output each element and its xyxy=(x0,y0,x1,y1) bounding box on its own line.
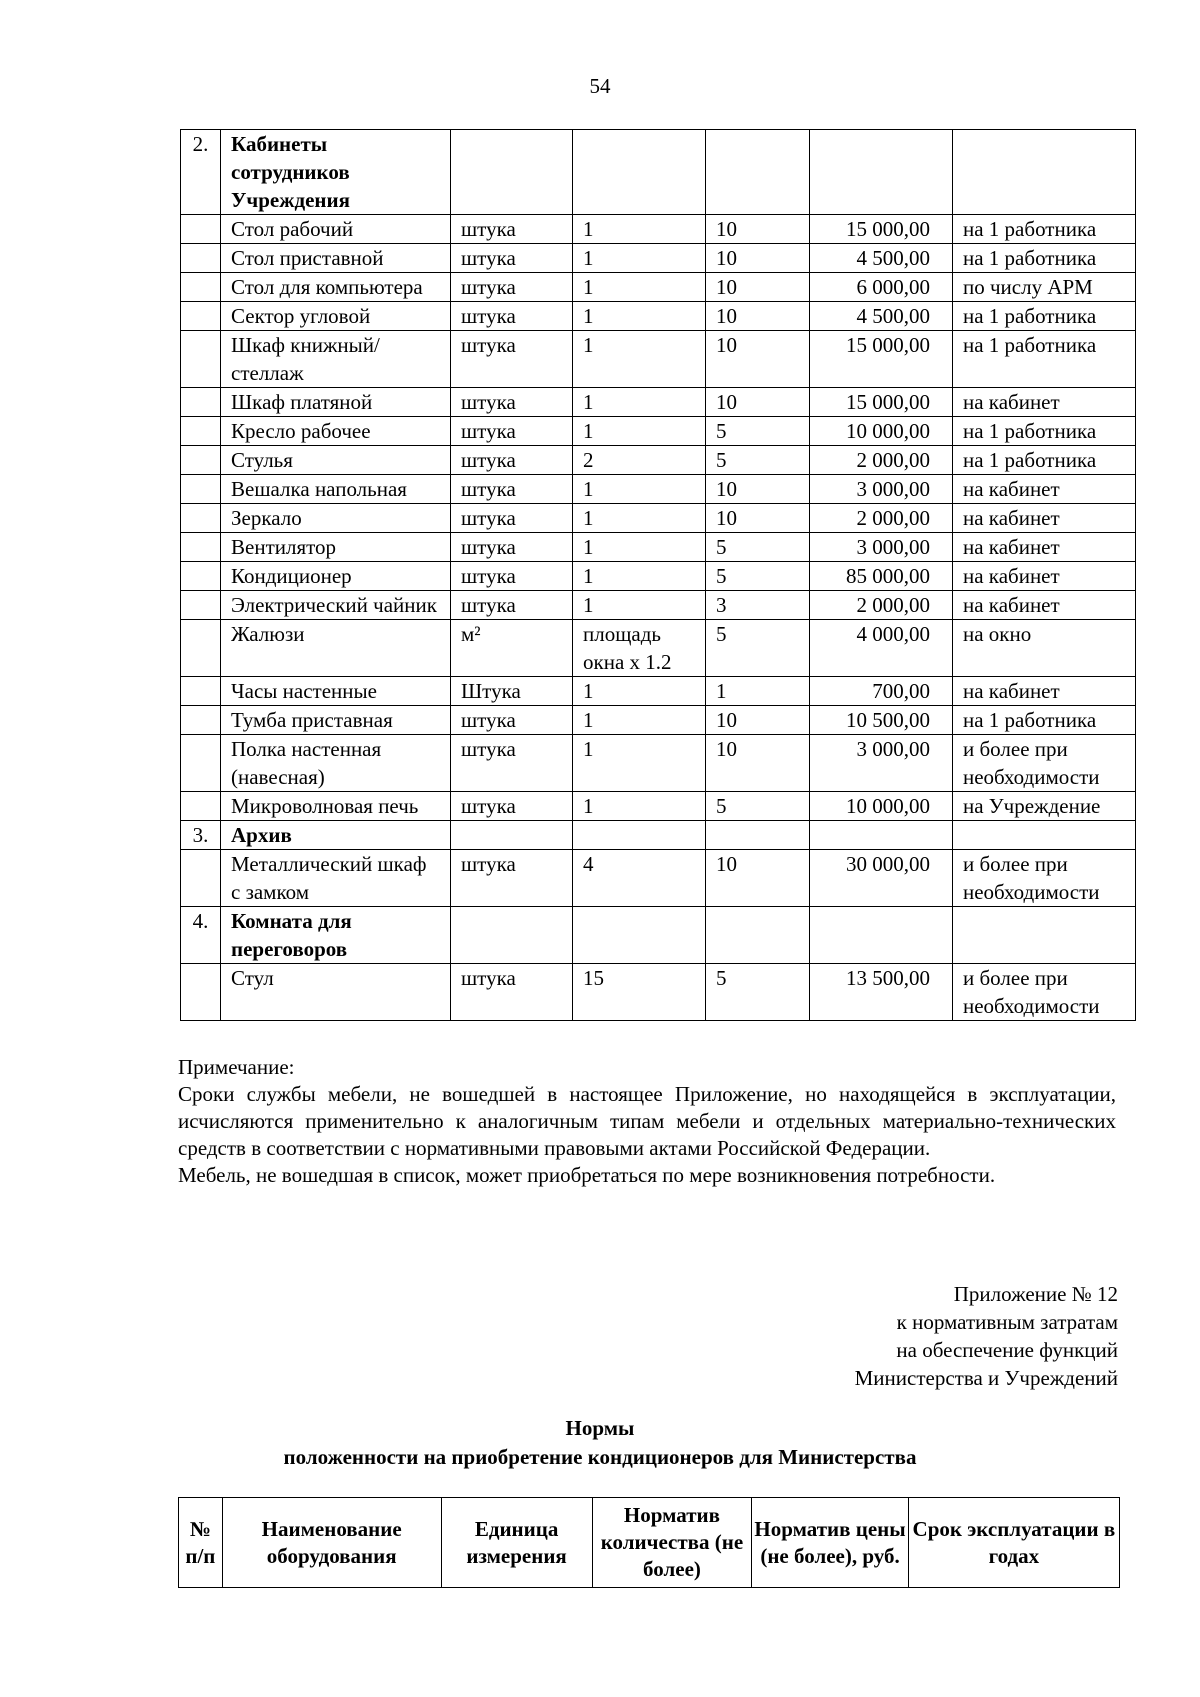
unit-cell: штука xyxy=(451,446,573,475)
service-life-cell: 10 xyxy=(706,504,810,533)
table-row xyxy=(181,735,1136,792)
empty-cell xyxy=(810,130,953,215)
price-cell: 3 000,00 xyxy=(810,475,953,504)
unit-cell: штука xyxy=(451,417,573,446)
appendix-line: Министерства и Учреждений xyxy=(854,1366,1118,1390)
item-name-cell: Часы настенные xyxy=(221,677,451,706)
note-block xyxy=(178,1054,1116,1189)
row-number-cell xyxy=(181,475,221,504)
table-row xyxy=(181,792,1136,821)
appendix-line: к нормативным затратам xyxy=(896,1310,1118,1334)
table-row xyxy=(181,388,1136,417)
empty-cell xyxy=(451,907,573,964)
price-cell: 4 500,00 xyxy=(810,302,953,331)
service-life-cell: 10 xyxy=(706,706,810,735)
header-cell: Наименование оборудования xyxy=(222,1498,441,1588)
price-cell: 6 000,00 xyxy=(810,273,953,302)
empty-cell xyxy=(451,821,573,850)
service-life-cell: 10 xyxy=(706,475,810,504)
quantity-cell: 1 xyxy=(573,735,706,792)
row-number-cell xyxy=(181,388,221,417)
row-number-cell xyxy=(181,964,221,1021)
unit-cell: штука xyxy=(451,215,573,244)
section-row xyxy=(181,821,1136,850)
quantity-cell: 1 xyxy=(573,215,706,244)
row-number-cell xyxy=(181,850,221,907)
appendix-line: на обеспечение функций xyxy=(896,1338,1118,1362)
price-cell: 4 000,00 xyxy=(810,620,953,677)
price-cell: 10 000,00 xyxy=(810,417,953,446)
item-name-cell: Шкаф книжный/стеллаж xyxy=(221,331,451,388)
quantity-cell: площадь окна х 1.2 xyxy=(573,620,706,677)
unit-cell: м² xyxy=(451,620,573,677)
empty-cell xyxy=(953,907,1136,964)
item-name-cell: Стол рабочий xyxy=(221,215,451,244)
service-life-cell: 10 xyxy=(706,302,810,331)
table-row xyxy=(181,302,1136,331)
unit-cell: штука xyxy=(451,273,573,302)
row-number-cell xyxy=(181,302,221,331)
note-cell: по числу АРМ xyxy=(953,273,1136,302)
empty-cell xyxy=(706,130,810,215)
service-life-cell: 10 xyxy=(706,331,810,388)
service-life-cell: 10 xyxy=(706,244,810,273)
row-number-cell xyxy=(181,533,221,562)
quantity-cell: 1 xyxy=(573,706,706,735)
section-row xyxy=(181,130,1136,215)
row-number-cell xyxy=(181,417,221,446)
note-cell: на 1 работника xyxy=(953,417,1136,446)
air-conditioner-norms-table xyxy=(178,1497,1120,1588)
quantity-cell: 1 xyxy=(573,417,706,446)
row-number-cell xyxy=(181,446,221,475)
unit-cell: штука xyxy=(451,504,573,533)
note-cell: на 1 работника xyxy=(953,446,1136,475)
note-paragraph-1: Сроки службы мебели, не вошедшей в настоящее Приложение, но находящейся в эксплуатации, исчисляются применительно к аналогичным типам мебели и отдельных материально-технических средств в соответствии с нормативными правовыми актами Российской Федерации. xyxy=(178,1082,1116,1160)
service-life-cell: 5 xyxy=(706,446,810,475)
row-number-cell xyxy=(181,504,221,533)
price-cell: 15 000,00 xyxy=(810,215,953,244)
table-row xyxy=(181,446,1136,475)
note-cell: на кабинет xyxy=(953,504,1136,533)
note-cell: на 1 работника xyxy=(953,331,1136,388)
item-name-cell: Жалюзи xyxy=(221,620,451,677)
note-cell: и более при необходимости xyxy=(953,850,1136,907)
service-life-cell: 5 xyxy=(706,533,810,562)
row-number-cell xyxy=(181,706,221,735)
empty-cell xyxy=(953,821,1136,850)
row-number-cell xyxy=(181,677,221,706)
note-cell: на 1 работника xyxy=(953,215,1136,244)
item-name-cell: Сектор угловой xyxy=(221,302,451,331)
item-name-cell: Стул xyxy=(221,964,451,1021)
quantity-cell: 1 xyxy=(573,244,706,273)
unit-cell: штука xyxy=(451,706,573,735)
item-name-cell: Кондиционер xyxy=(221,562,451,591)
service-life-cell: 10 xyxy=(706,735,810,792)
unit-cell: штука xyxy=(451,388,573,417)
row-number-cell: 2. xyxy=(181,130,221,215)
quantity-cell: 1 xyxy=(573,591,706,620)
service-life-cell: 10 xyxy=(706,273,810,302)
quantity-cell: 1 xyxy=(573,273,706,302)
row-number-cell xyxy=(181,792,221,821)
service-life-cell: 10 xyxy=(706,215,810,244)
note-cell: на 1 работника xyxy=(953,302,1136,331)
unit-cell: штука xyxy=(451,302,573,331)
row-number-cell xyxy=(181,562,221,591)
item-name-cell: Полка настенная (навесная) xyxy=(221,735,451,792)
service-life-cell: 5 xyxy=(706,792,810,821)
empty-cell xyxy=(573,130,706,215)
section-title-cell: Кабинеты сотрудников Учреждения xyxy=(221,130,451,215)
unit-cell: штука xyxy=(451,475,573,504)
service-life-cell: 5 xyxy=(706,562,810,591)
service-life-cell: 1 xyxy=(706,677,810,706)
price-cell: 15 000,00 xyxy=(810,388,953,417)
note-title: Примечание: xyxy=(178,1055,295,1079)
empty-cell xyxy=(953,130,1136,215)
empty-cell xyxy=(451,130,573,215)
section-title-cell: Архив xyxy=(221,821,451,850)
table-row xyxy=(181,273,1136,302)
table-row xyxy=(181,215,1136,244)
price-cell: 3 000,00 xyxy=(810,533,953,562)
quantity-cell: 1 xyxy=(573,533,706,562)
quantity-cell: 1 xyxy=(573,504,706,533)
document-heading xyxy=(0,1414,1200,1472)
section-title-cell: Комната для переговоров xyxy=(221,907,451,964)
unit-cell: штука xyxy=(451,792,573,821)
empty-cell xyxy=(573,821,706,850)
item-name-cell: Тумба приставная xyxy=(221,706,451,735)
service-life-cell: 10 xyxy=(706,388,810,417)
unit-cell: Штука xyxy=(451,677,573,706)
row-number-cell xyxy=(181,215,221,244)
price-cell: 2 000,00 xyxy=(810,591,953,620)
row-number-cell xyxy=(181,735,221,792)
empty-cell xyxy=(573,907,706,964)
unit-cell: штука xyxy=(451,244,573,273)
unit-cell: штука xyxy=(451,533,573,562)
table-header-row xyxy=(179,1498,1120,1588)
table-row xyxy=(181,475,1136,504)
service-life-cell: 5 xyxy=(706,417,810,446)
quantity-cell: 2 xyxy=(573,446,706,475)
table-row xyxy=(181,620,1136,677)
note-cell: на кабинет xyxy=(953,475,1136,504)
table-row xyxy=(181,504,1136,533)
item-name-cell: Электрический чайник xyxy=(221,591,451,620)
furniture-norms-table xyxy=(180,129,1136,1021)
heading-subtitle: положенности на приобретение кондиционеров для Министерства xyxy=(283,1445,917,1469)
unit-cell: штука xyxy=(451,591,573,620)
header-cell: Срок эксплуатации в годах xyxy=(908,1498,1119,1588)
empty-cell xyxy=(706,821,810,850)
table-row xyxy=(181,677,1136,706)
note-cell: на Учреждение xyxy=(953,792,1136,821)
item-name-cell: Вентилятор xyxy=(221,533,451,562)
quantity-cell: 1 xyxy=(573,302,706,331)
price-cell: 30 000,00 xyxy=(810,850,953,907)
price-cell: 700,00 xyxy=(810,677,953,706)
price-cell: 13 500,00 xyxy=(810,964,953,1021)
appendix-line: Приложение № 12 xyxy=(953,1282,1118,1306)
service-life-cell: 5 xyxy=(706,620,810,677)
note-cell: на кабинет xyxy=(953,533,1136,562)
row-number-cell xyxy=(181,273,221,302)
note-paragraph-2: Мебель, не вошедшая в список, может приобретаться по мере возникновения потребности. xyxy=(178,1163,996,1187)
price-cell: 2 000,00 xyxy=(810,504,953,533)
heading-title: Нормы xyxy=(565,1416,635,1440)
table-row xyxy=(181,244,1136,273)
quantity-cell: 1 xyxy=(573,388,706,417)
table-row xyxy=(181,706,1136,735)
note-cell: на кабинет xyxy=(953,591,1136,620)
row-number-cell xyxy=(181,244,221,273)
item-name-cell: Металлический шкаф с замком xyxy=(221,850,451,907)
service-life-cell: 10 xyxy=(706,850,810,907)
item-name-cell: Стол для компьютера xyxy=(221,273,451,302)
note-cell: на 1 работника xyxy=(953,706,1136,735)
quantity-cell: 4 xyxy=(573,850,706,907)
price-cell: 2 000,00 xyxy=(810,446,953,475)
unit-cell: штука xyxy=(451,331,573,388)
header-cell: Единица измерения xyxy=(441,1498,592,1588)
note-cell: на 1 работника xyxy=(953,244,1136,273)
row-number-cell: 4. xyxy=(181,907,221,964)
row-number-cell: 3. xyxy=(181,821,221,850)
row-number-cell xyxy=(181,620,221,677)
unit-cell: штука xyxy=(451,735,573,792)
item-name-cell: Зеркало xyxy=(221,504,451,533)
service-life-cell: 3 xyxy=(706,591,810,620)
empty-cell xyxy=(810,821,953,850)
price-cell: 10 000,00 xyxy=(810,792,953,821)
header-cell: Норматив количества (не более) xyxy=(592,1498,752,1588)
item-name-cell: Стулья xyxy=(221,446,451,475)
service-life-cell: 5 xyxy=(706,964,810,1021)
quantity-cell: 1 xyxy=(573,331,706,388)
row-number-cell xyxy=(181,331,221,388)
price-cell: 10 500,00 xyxy=(810,706,953,735)
note-cell: и более при необходимости xyxy=(953,735,1136,792)
table-row xyxy=(181,964,1136,1021)
item-name-cell: Стол приставной xyxy=(221,244,451,273)
section-row xyxy=(181,907,1136,964)
table-row xyxy=(181,331,1136,388)
note-cell: на кабинет xyxy=(953,388,1136,417)
quantity-cell: 1 xyxy=(573,562,706,591)
item-name-cell: Кресло рабочее xyxy=(221,417,451,446)
item-name-cell: Шкаф платяной xyxy=(221,388,451,417)
table-row xyxy=(181,591,1136,620)
price-cell: 4 500,00 xyxy=(810,244,953,273)
row-number-cell xyxy=(181,591,221,620)
note-cell: на окно xyxy=(953,620,1136,677)
item-name-cell: Вешалка напольная xyxy=(221,475,451,504)
note-cell: на кабинет xyxy=(953,677,1136,706)
quantity-cell: 1 xyxy=(573,677,706,706)
header-cell: № п/п xyxy=(179,1498,223,1588)
quantity-cell: 15 xyxy=(573,964,706,1021)
note-cell: и более при необходимости xyxy=(953,964,1136,1021)
price-cell: 3 000,00 xyxy=(810,735,953,792)
appendix-header xyxy=(855,1280,1118,1392)
table-row xyxy=(181,533,1136,562)
table-row xyxy=(181,562,1136,591)
header-cell: Норматив цены (не более), руб. xyxy=(752,1498,908,1588)
empty-cell xyxy=(810,907,953,964)
unit-cell: штука xyxy=(451,562,573,591)
unit-cell: штука xyxy=(451,850,573,907)
page-number: 54 xyxy=(589,74,611,98)
price-cell: 85 000,00 xyxy=(810,562,953,591)
quantity-cell: 1 xyxy=(573,475,706,504)
price-cell: 15 000,00 xyxy=(810,331,953,388)
table-row xyxy=(181,850,1136,907)
note-cell: на кабинет xyxy=(953,562,1136,591)
unit-cell: штука xyxy=(451,964,573,1021)
quantity-cell: 1 xyxy=(573,792,706,821)
table-row xyxy=(181,417,1136,446)
item-name-cell: Микроволновая печь xyxy=(221,792,451,821)
empty-cell xyxy=(706,907,810,964)
